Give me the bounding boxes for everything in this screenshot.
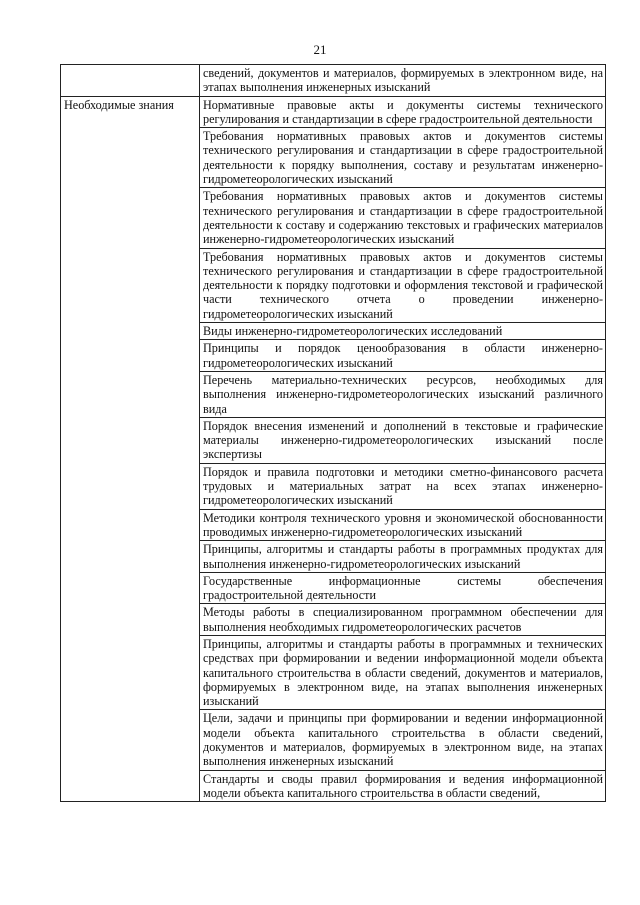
- knowledge-item: Стандарты и своды правил формирования и ведения информационной модели объекта капитального строительства в области сведений,: [200, 770, 606, 802]
- knowledge-item: Методы работы в специализированном программном обеспечении для выполнения необходимых гидрометеорологических расчетов: [200, 604, 606, 636]
- table-row: [61, 96, 606, 128]
- left-cell-empty: [61, 65, 200, 97]
- knowledge-item: Перечень материально-технических ресурсов, необходимых для выполнения инженерно-гидрометеорологических изысканий различного вида: [200, 371, 606, 417]
- continuation-cell: сведений, документов и материалов, формируемых в электронном виде, на этапах выполнения инженерных изысканий: [200, 65, 606, 97]
- knowledge-item: Принципы, алгоритмы и стандарты работы в программных и технических средствах при формировании и ведении информационной модели объекта капитального строительства в области сведений, документов и материалов, формируемых в электронном виде, на этапах выполнения инженерных изысканий: [200, 635, 606, 709]
- knowledge-item: Цели, задачи и принципы при формировании и ведении информационной модели объекта капитального строительства в области сведений, документов и материалов, формируемых в электронном виде, на этапах выполнения инженерных изысканий: [200, 710, 606, 770]
- knowledge-item: Порядок внесения изменений и дополнений в текстовые и графические материалы инженерно-гидрометеорологических изысканий после экспертизы: [200, 417, 606, 463]
- knowledge-item: Принципы и порядок ценообразования в области инженерно-гидрометеорологических изысканий: [200, 340, 606, 372]
- page-number: 21: [313, 42, 327, 57]
- knowledge-item: Требования нормативных правовых актов и документов системы технического регулирования и стандартизации в сфере градостроительной деятельности к порядку подготовки и оформления текстовой и графической части технического отчета о проведении инженерно-гидрометеорологических изысканий: [200, 248, 606, 322]
- knowledge-item: Нормативные правовые акты и документы системы технического регулирования и стандартизации в сфере градостроительной деятельности: [200, 96, 606, 128]
- table-row: [61, 65, 606, 97]
- knowledge-item: Требования нормативных правовых актов и документов системы технического регулирования и стандартизации в сфере градостроительной деятельности к порядку выполнения, составу и результатам инженерно-гидрометеорологических изысканий: [200, 128, 606, 188]
- knowledge-item: Порядок и правила подготовки и методики сметно-финансового расчета трудовых и материальных затрат на всех этапах инженерно-гидрометеорологических изысканий: [200, 463, 606, 509]
- section-label: Необходимые знания: [61, 96, 200, 802]
- knowledge-item: Требования нормативных правовых актов и документов системы технического регулирования и стандартизации в сфере градостроительной деятельности к составу и содержанию текстовых и графических материалов инженерно-гидрометеорологических изысканий: [200, 188, 606, 248]
- knowledge-table: [60, 64, 606, 802]
- knowledge-item: Принципы, алгоритмы и стандарты работы в программных продуктах для выполнения инженерно-гидрометеорологических изысканий: [200, 541, 606, 573]
- knowledge-item: Государственные информационные системы обеспечения градостроительной деятельности: [200, 572, 606, 604]
- knowledge-item: Методики контроля технического уровня и экономической обоснованности проводимых инженерно-гидрометеорологических изысканий: [200, 509, 606, 541]
- knowledge-item: Виды инженерно-гидрометеорологических исследований: [200, 323, 606, 340]
